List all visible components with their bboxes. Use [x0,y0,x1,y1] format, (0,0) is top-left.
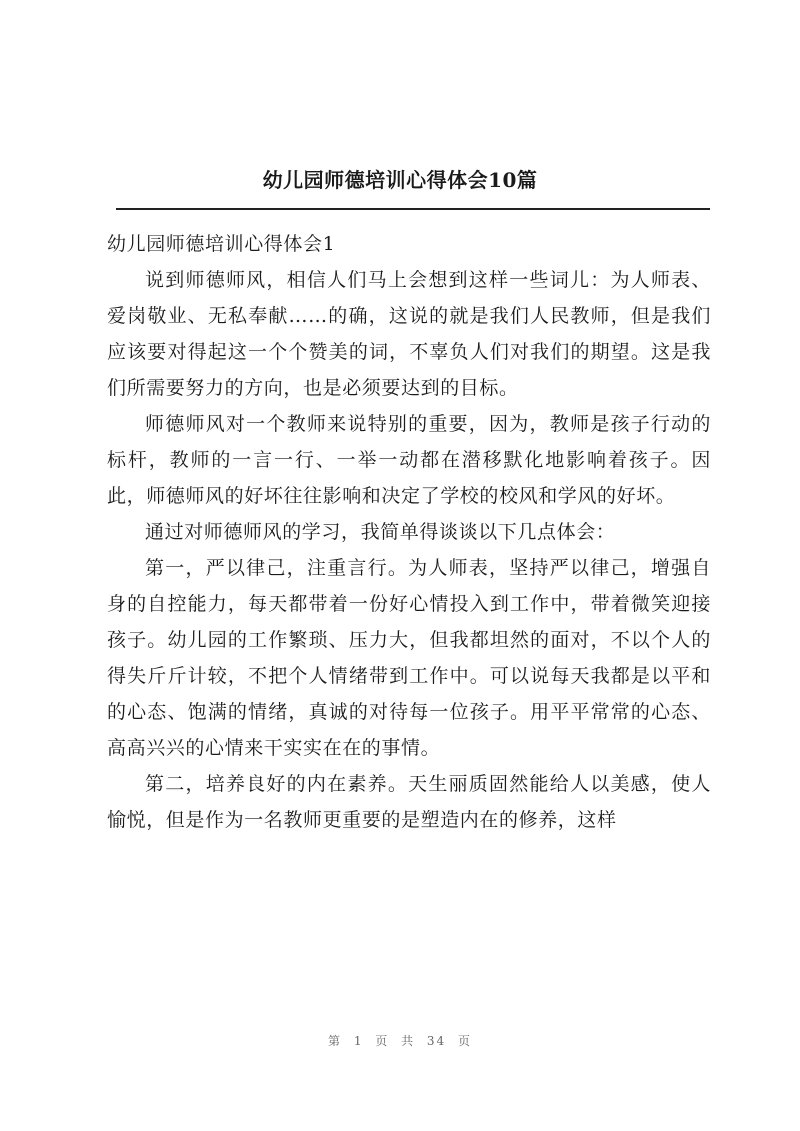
page-number-footer: 第 1 页 共 34 页 [328,1034,472,1048]
section-heading: 幼儿园师德培训心得体会1 [107,233,336,255]
paragraph: 第二，培养良好的内在素养。天生丽质固然能给人以美感，使人愉悦，但是作为一名教师更重要的是塑造内在的修养，这样 [107,773,711,831]
title-underline [116,208,710,210]
paragraph: 通过对师德师风的学习，我简单得谈谈以下几点体会： [145,521,616,543]
document-body [107,226,711,838]
document-title: 幼儿园师德培训心得体会10篇 [262,168,538,192]
paragraph: 第一，严以律己，注重言行。为人师表，坚持严以律己，增强自身的自控能力，每天都带着一份好心情投入到工作中，带着微笑迎接孩子。幼儿园的工作繁琐、压力大，但我都坦然的面对，不以个人的得失斤斤计较，不把个人情绪带到工作中。可以说每天我都是以平和的心态、饱满的情绪，真诚的对待每一位孩子。用平平常常的心态、高高兴兴的心情来干实实在在的事情。 [107,557,711,759]
paragraph: 说到师德师风，相信人们马上会想到这样一些词儿：为人师表、爱岗敬业、无私奉献……的确，这说的就是我们人民教师，但是我们应该要对得起这一个个赞美的词，不辜负人们对我们的期望。这是我们所需要努力的方向，也是必须要达到的目标。 [107,269,711,399]
paragraph: 师德师风对一个教师来说特别的重要，因为，教师是孩子行动的标杆，教师的一言一行、一举一动都在潜移默化地影响着孩子。因此，师德师风的好坏往往影响和决定了学校的校风和学风的好坏。 [107,413,711,507]
